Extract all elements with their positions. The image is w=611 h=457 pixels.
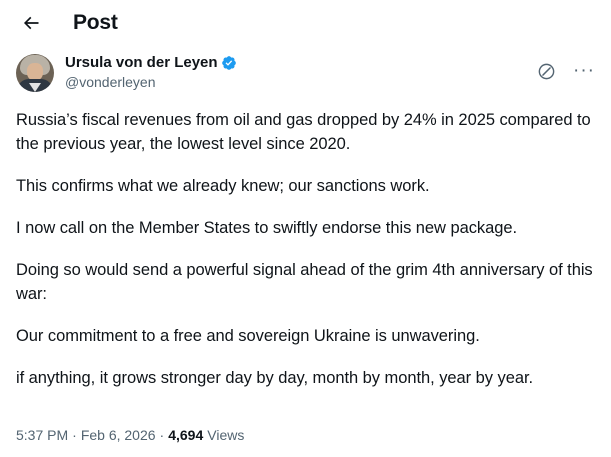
post-paragraph: Doing so would send a powerful signal ahead of the grim 4th anniversary of this war: xyxy=(16,261,593,303)
arrow-left-icon xyxy=(21,13,41,33)
author-actions xyxy=(535,54,595,82)
post-metadata xyxy=(0,415,611,457)
post-paragraph: I now call on the Member States to swiftly endorse this new package. xyxy=(16,219,518,237)
post-text xyxy=(16,108,595,390)
page-title: Post xyxy=(73,11,118,34)
author-meta xyxy=(65,54,535,91)
author-row xyxy=(16,50,595,92)
author-name-line xyxy=(65,54,535,72)
page-header xyxy=(0,0,611,46)
grok-actions-button[interactable] xyxy=(535,60,557,82)
more-dots-icon: ··· xyxy=(573,60,595,81)
post-paragraph: Our commitment to a free and sovereign Ukraine is unwavering. xyxy=(16,327,480,345)
grok-icon xyxy=(537,62,556,81)
tweet-container xyxy=(0,46,611,415)
back-button[interactable] xyxy=(16,8,46,38)
views-count[interactable]: 4,694 xyxy=(168,427,204,443)
author-handle[interactable]: @vonderleyen xyxy=(65,74,156,90)
post-date: Feb 6, 2026 xyxy=(80,427,156,443)
post-paragraph: if anything, it grows stronger day by day, month by month, year by year. xyxy=(16,369,534,387)
more-options-button[interactable] xyxy=(573,60,595,82)
verified-badge-icon xyxy=(221,55,237,71)
avatar[interactable] xyxy=(16,54,54,92)
meta-separator: · xyxy=(72,427,77,443)
author-display-name[interactable]: Ursula von der Leyen xyxy=(65,54,218,71)
views-label: Views xyxy=(207,427,245,443)
post-paragraph: Russia’s fiscal revenues from oil and gas dropped by 24% in 2025 compared to the previous year, the lowest level since 2020. xyxy=(16,111,591,153)
post-paragraph: This confirms what we already knew; our sanctions work. xyxy=(16,177,430,195)
post-time: 5:37 PM xyxy=(16,427,69,443)
meta-separator: · xyxy=(159,427,165,443)
